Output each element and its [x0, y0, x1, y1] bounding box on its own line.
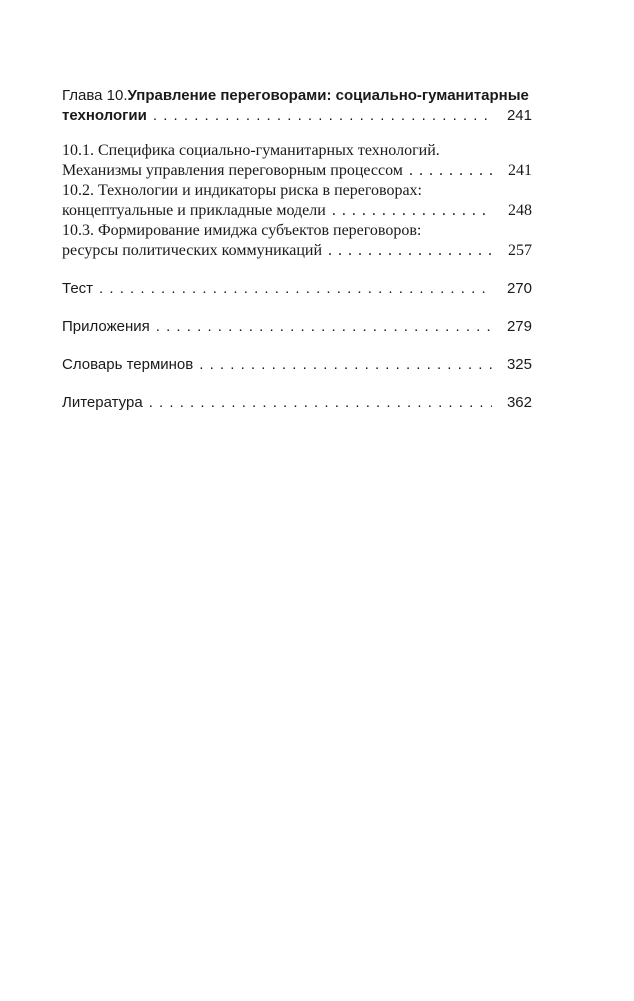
section-title-line-2	[62, 241, 532, 261]
page-number: 362	[506, 394, 532, 411]
section-title-continued: Механизмы управления переговорным процессом	[62, 162, 403, 179]
page-number: 241	[506, 107, 532, 124]
dot-leader	[153, 106, 492, 126]
dot-leader	[332, 201, 492, 221]
toc-section-10-1	[62, 141, 532, 181]
page-number: 241	[508, 162, 532, 179]
chapter-title: Управление переговорами: социально-гуманитарные	[127, 87, 529, 104]
toc-section-10-2	[62, 181, 532, 221]
section-title-line-2	[62, 161, 532, 181]
chapter-prefix: Глава 10.	[62, 87, 128, 104]
section-title-continued: концептуальные и прикладные модели	[62, 202, 326, 219]
entry-title: Тест	[62, 280, 94, 297]
toc-entry-appendices	[62, 317, 532, 337]
toc-entry-test	[62, 279, 532, 299]
entry-title: Словарь терминов	[62, 356, 194, 373]
dot-leader	[409, 161, 492, 181]
toc-entry-glossary	[62, 355, 532, 375]
section-title-continued: ресурсы политических коммуникаций	[62, 242, 323, 259]
entry-title: Приложения	[62, 318, 150, 335]
dot-leader	[149, 393, 492, 413]
toc-section-10-3	[62, 221, 532, 261]
chapter-title-line-2	[62, 106, 532, 126]
page-number: 279	[506, 318, 532, 335]
table-of-contents	[62, 86, 532, 413]
dot-leader	[99, 279, 492, 299]
section-title: 10.2. Технологии и индикаторы риска в переговорах:	[62, 182, 422, 199]
chapter-title-line-1	[62, 86, 532, 106]
entry-title: Литература	[62, 394, 143, 411]
page-number: 248	[508, 202, 532, 219]
toc-chapter-10	[62, 86, 532, 126]
dot-leader	[328, 241, 492, 261]
section-title: 10.3. Формирование имиджа субъектов переговоров:	[62, 222, 422, 239]
page-number: 257	[508, 242, 532, 259]
section-title-line-2	[62, 201, 532, 221]
section-title-line-1	[62, 141, 532, 161]
section-title-line-1	[62, 221, 532, 241]
toc-entry-literature	[62, 393, 532, 413]
dot-leader	[156, 317, 492, 337]
chapter-title-continued: технологии	[62, 107, 147, 124]
dot-leader	[199, 355, 492, 375]
page-number: 270	[506, 280, 532, 297]
section-title-line-1	[62, 181, 532, 201]
page-number: 325	[506, 356, 532, 373]
section-title: 10.1. Специфика социально-гуманитарных технологий.	[62, 142, 440, 159]
